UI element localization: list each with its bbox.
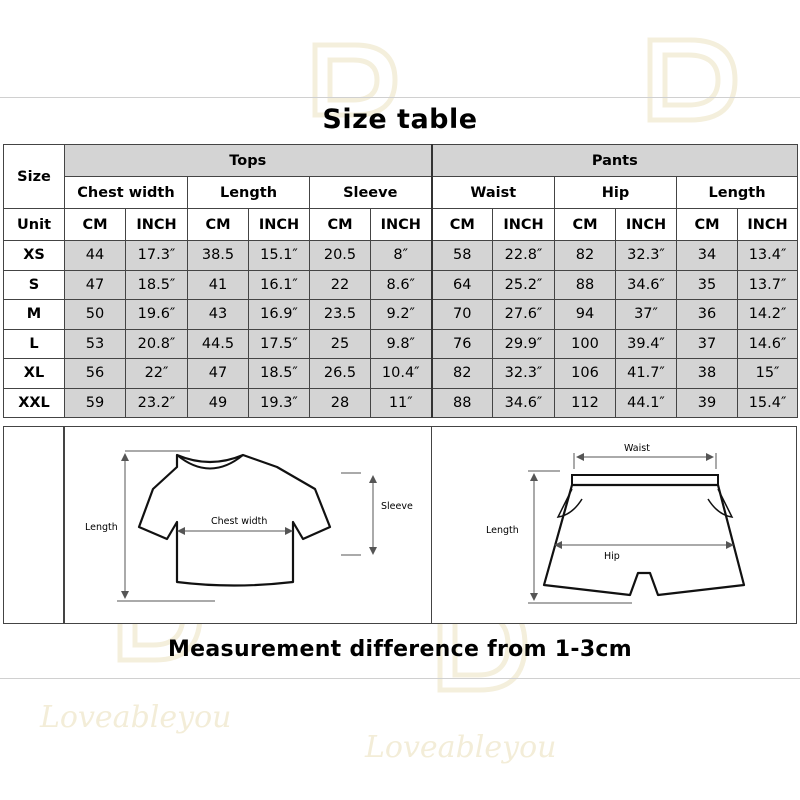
unit-header: INCH [249,209,310,241]
unit-header: INCH [371,209,432,241]
value-cell: 22 [310,270,371,300]
bottom-divider [0,678,800,679]
value-cell: 112 [555,388,616,418]
waist-label: Waist [624,443,650,454]
pants-group-header: Pants [432,145,798,177]
value-cell: 13.4″ [738,241,798,271]
value-cell: 16.9″ [249,300,310,330]
unit-header: INCH [738,209,798,241]
size-cell: S [4,270,65,300]
value-cell: 82 [555,241,616,271]
unit-header: CM [310,209,371,241]
value-cell: 32.3″ [493,359,555,389]
unit-header: CM [65,209,126,241]
value-cell: 44.1″ [616,388,677,418]
value-cell: 39 [677,388,738,418]
size-cell: M [4,300,65,330]
value-cell: 56 [65,359,126,389]
table-row [4,300,798,330]
value-cell: 17.3″ [126,241,188,271]
value-cell: 49 [188,388,249,418]
value-cell: 34.6″ [616,270,677,300]
value-cell: 9.8″ [371,329,432,359]
value-cell: 34 [677,241,738,271]
watermark-text: Loveableyou [365,730,557,765]
unit-header: CM [432,209,493,241]
unit-header: CM [188,209,249,241]
value-cell: 88 [555,270,616,300]
value-cell: 38.5 [188,241,249,271]
measurement-header: Waist [432,177,555,209]
value-cell: 70 [432,300,493,330]
crop-top-illustration [65,427,431,623]
measurement-header: Chest width [65,177,188,209]
unit-header: INCH [616,209,677,241]
value-cell: 39.4″ [616,329,677,359]
value-cell: 37 [677,329,738,359]
value-cell: 15.1″ [249,241,310,271]
value-cell: 43 [188,300,249,330]
value-cell: 44 [65,241,126,271]
value-cell: 35 [677,270,738,300]
table-row [4,270,798,300]
hip-label: Hip [604,551,620,562]
value-cell: 17.5″ [249,329,310,359]
value-cell: 28 [310,388,371,418]
table-row [4,388,798,418]
size-header: Size [4,145,65,209]
shorts-illustration [432,427,796,623]
size-cell: XS [4,241,65,271]
value-cell: 47 [65,270,126,300]
size-table [3,144,798,418]
value-cell: 26.5 [310,359,371,389]
diagram-spacer [3,426,64,624]
value-cell: 25 [310,329,371,359]
value-cell: 15″ [738,359,798,389]
value-cell: 29.9″ [493,329,555,359]
page-title: Size table [322,104,478,135]
sleeve-label: Sleeve [381,501,413,512]
measurement-header: Sleeve [310,177,432,209]
measurement-header: Length [188,177,310,209]
chest-width-label: Chest width [211,516,268,527]
watermark-text: Loveableyou [40,700,232,735]
value-cell: 41.7″ [616,359,677,389]
value-cell: 94 [555,300,616,330]
shorts-diagram [431,426,797,624]
value-cell: 11″ [371,388,432,418]
unit-header: INCH [493,209,555,241]
value-cell: 27.6″ [493,300,555,330]
value-cell: 8.6″ [371,270,432,300]
size-cell: XL [4,359,65,389]
unit-header: CM [555,209,616,241]
value-cell: 53 [65,329,126,359]
value-cell: 37″ [616,300,677,330]
table-row [4,329,798,359]
value-cell: 8″ [371,241,432,271]
value-cell: 19.3″ [249,388,310,418]
value-cell: 76 [432,329,493,359]
value-cell: 20.8″ [126,329,188,359]
value-cell: 59 [65,388,126,418]
table-row [4,241,798,271]
unit-label: Unit [4,209,65,241]
value-cell: 22.8″ [493,241,555,271]
measurement-note: Measurement difference from 1-3cm [167,637,632,662]
shorts-length-label: Length [486,525,519,536]
unit-header: INCH [126,209,188,241]
value-cell: 82 [432,359,493,389]
value-cell: 18.5″ [249,359,310,389]
measurement-header: Hip [555,177,677,209]
value-cell: 41 [188,270,249,300]
value-cell: 18.5″ [126,270,188,300]
value-cell: 47 [188,359,249,389]
value-cell: 9.2″ [371,300,432,330]
value-cell: 44.5 [188,329,249,359]
value-cell: 14.2″ [738,300,798,330]
table-row [4,359,798,389]
size-cell: L [4,329,65,359]
value-cell: 34.6″ [493,388,555,418]
value-cell: 38 [677,359,738,389]
value-cell: 88 [432,388,493,418]
value-cell: 100 [555,329,616,359]
top-length-label: Length [85,522,118,533]
value-cell: 50 [65,300,126,330]
tops-group-header: Tops [65,145,432,177]
measurement-diagrams [3,426,797,624]
value-cell: 25.2″ [493,270,555,300]
measurement-header: Length [677,177,798,209]
value-cell: 23.5 [310,300,371,330]
value-cell: 14.6″ [738,329,798,359]
value-cell: 36 [677,300,738,330]
size-cell: XXL [4,388,65,418]
top-divider [0,97,800,98]
unit-header: CM [677,209,738,241]
value-cell: 13.7″ [738,270,798,300]
top-diagram [64,426,432,624]
value-cell: 58 [432,241,493,271]
value-cell: 15.4″ [738,388,798,418]
value-cell: 20.5 [310,241,371,271]
value-cell: 22″ [126,359,188,389]
value-cell: 16.1″ [249,270,310,300]
value-cell: 10.4″ [371,359,432,389]
value-cell: 64 [432,270,493,300]
value-cell: 106 [555,359,616,389]
value-cell: 23.2″ [126,388,188,418]
value-cell: 19.6″ [126,300,188,330]
value-cell: 32.3″ [616,241,677,271]
